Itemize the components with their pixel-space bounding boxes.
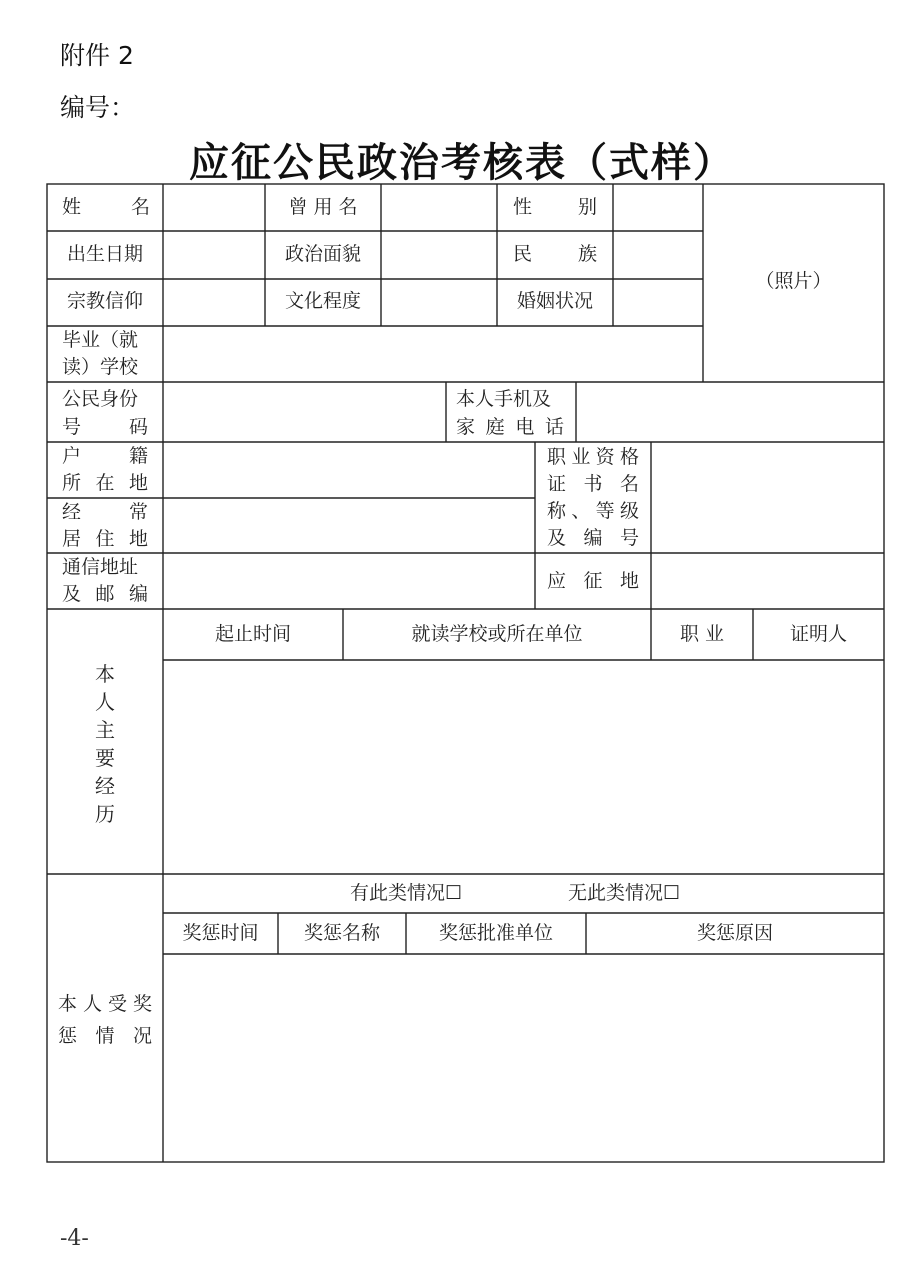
label-cert-line1: 职 业 资 格	[547, 446, 639, 468]
label-cert-line3: 称 、 等 级	[547, 500, 639, 522]
label-residence-line2: 居 住 地	[62, 528, 148, 550]
label-school-line2: 读）学校	[62, 356, 139, 378]
label-cert-line2: 证 书 名	[547, 473, 639, 495]
no-case-checkbox[interactable]: 无此类情况☐	[568, 882, 681, 904]
label-residence-line1: 经 常	[62, 501, 148, 523]
label-religion: 宗教信仰	[66, 290, 143, 312]
reward-col-approver: 奖惩批准单位	[438, 922, 553, 944]
number-label: 编号：	[60, 93, 136, 122]
reward-col-time: 奖惩时间	[182, 922, 259, 944]
page-number: -4-	[60, 1226, 89, 1251]
label-gender: 性 别	[513, 196, 597, 218]
rewards-label-line1: 本 人 受 奖	[58, 993, 152, 1015]
exp-col-witness: 证明人	[789, 623, 847, 645]
reward-col-reason: 奖惩原因	[696, 922, 773, 944]
label-cert-line4: 及 编 号	[547, 527, 639, 549]
label-former-name: 曾 用 名	[288, 196, 358, 218]
exp-col-school-unit: 就读学校或所在单位	[411, 623, 583, 645]
reward-col-name: 奖惩名称	[303, 922, 380, 944]
label-enlist-place: 应 征 地	[547, 570, 639, 592]
label-marital-status: 婚姻状况	[516, 290, 593, 312]
attachment-label: 附件 2	[60, 41, 134, 70]
label-ethnicity: 民 族	[513, 243, 597, 265]
label-name: 姓 名	[62, 196, 150, 218]
label-household-line2: 所 在 地	[62, 472, 148, 494]
label-id-line2: 号 码	[62, 416, 148, 438]
label-mail-line1: 通信地址	[62, 556, 139, 578]
rewards-label-line2: 惩 情 况	[58, 1025, 152, 1047]
label-phone-line2: 家 庭 电 话	[456, 416, 564, 438]
page-title: 应征公民政治考核表（式样）	[189, 139, 735, 186]
label-phone-line1: 本人手机及	[456, 388, 552, 410]
exp-col-period: 起止时间	[214, 623, 291, 645]
label-birth-date: 出生日期	[66, 243, 143, 265]
label-id-line1: 公民身份	[62, 388, 139, 410]
experience-label: 本 人 主 要 经 历	[95, 662, 115, 826]
has-case-checkbox[interactable]: 有此类情况☐	[350, 882, 463, 904]
label-education: 文化程度	[284, 290, 361, 312]
label-school-line1: 毕业（就	[62, 329, 139, 351]
photo-placeholder: （照片）	[755, 270, 832, 292]
exp-col-occupation: 职 业	[679, 623, 725, 645]
label-household-line1: 户 籍	[62, 445, 148, 467]
label-mail-line2: 及 邮 编	[62, 583, 148, 605]
label-political-status: 政治面貌	[284, 243, 361, 265]
